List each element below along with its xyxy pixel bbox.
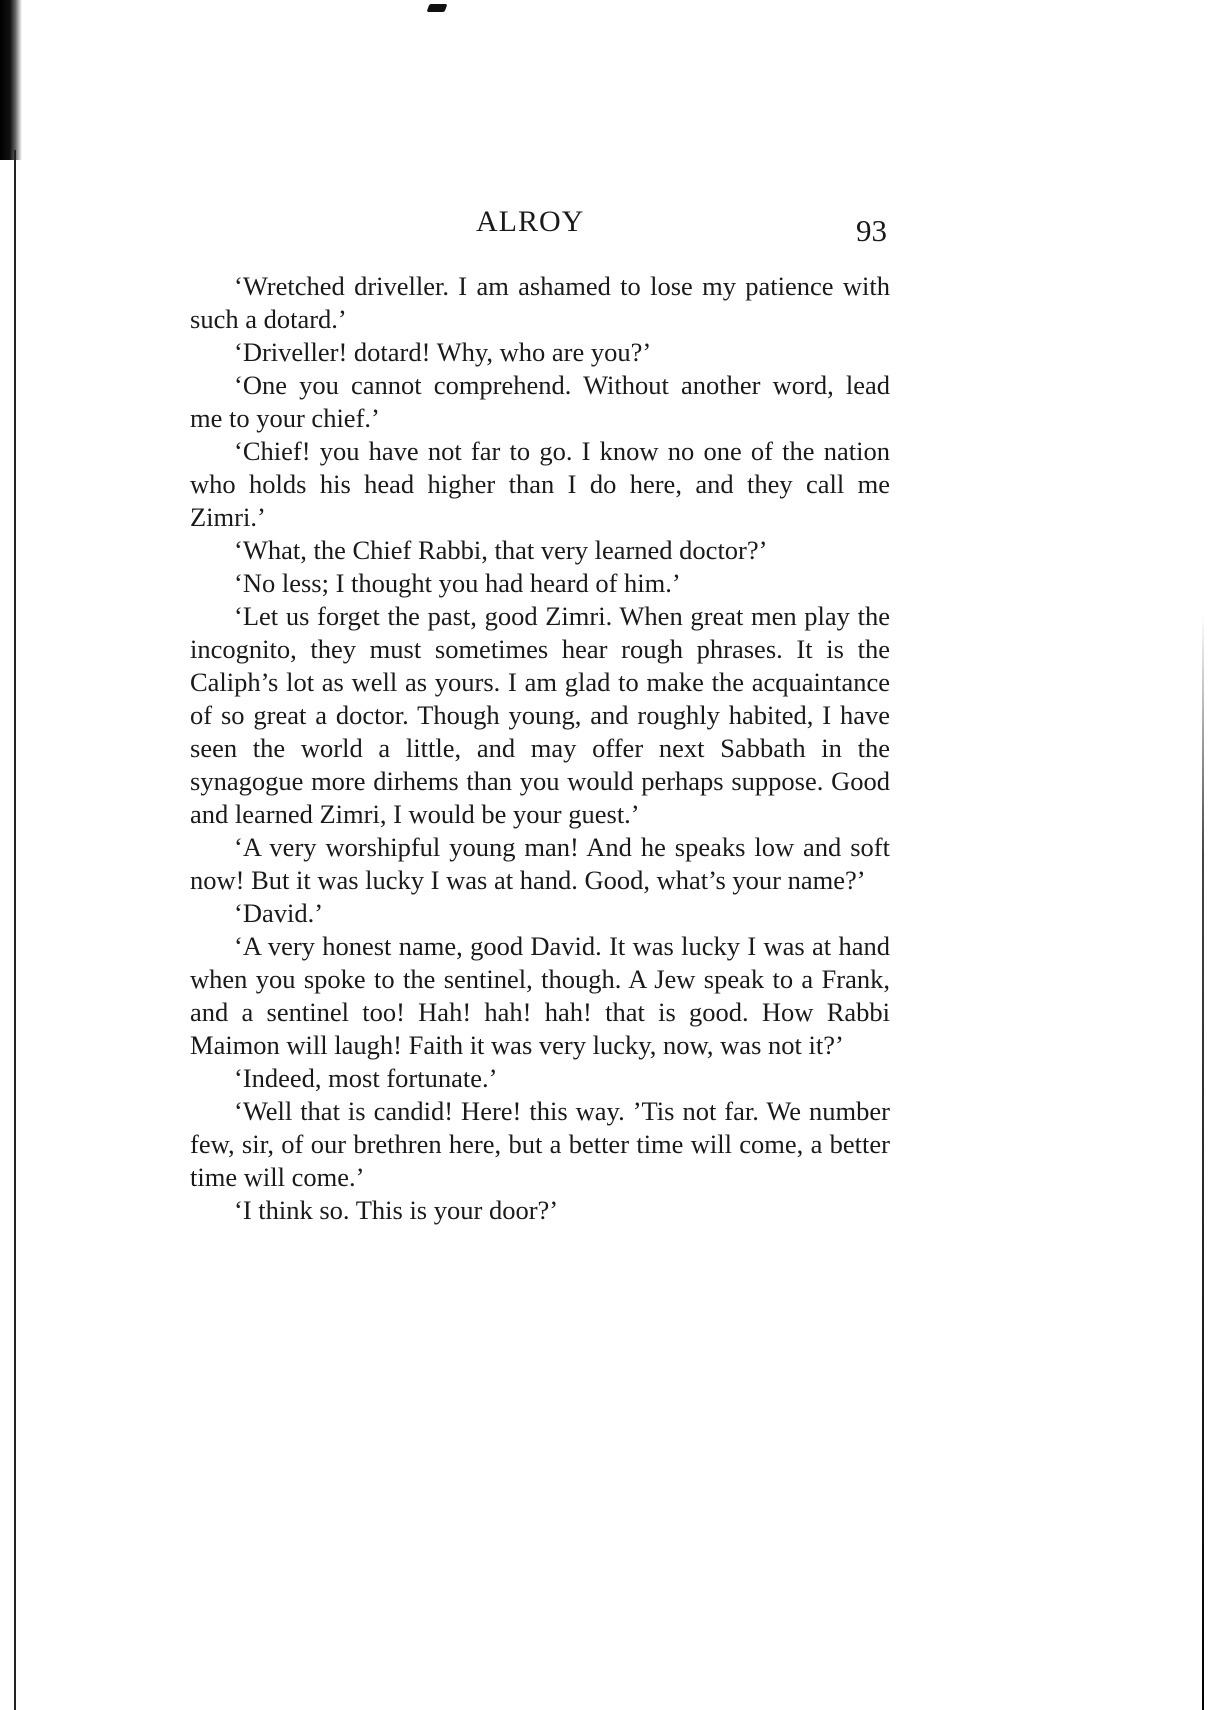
paragraph: ‘I think so. This is your door?’ <box>234 1195 559 1225</box>
scan-edge-right <box>1192 0 1210 1710</box>
paragraph: ‘A very worshipful young man! And he speaks low and soft now! But it was lucky I was at hand. Good, what’s your name?’ <box>190 832 890 895</box>
paragraph: ‘Let us forget the past, good Zimri. When great men play the incognito, they must sometimes hear rough phrases. It is the Caliph’s lot as well as yours. I am glad to make the acquaintance of so great a doctor. Though young, and roughly habited, I have seen the world a little, and may offer next Sabbath in the synagogue more dirhems than you would perhaps suppose. Good and learned Zimri, I would be your guest.’ <box>190 601 890 829</box>
running-title: ALROY <box>476 205 585 238</box>
page-edge-line <box>14 150 16 1710</box>
paragraph: ‘David.’ <box>234 898 324 928</box>
page-edge-line-right <box>1202 0 1204 1710</box>
paragraph: ‘Indeed, most fortunate.’ <box>234 1063 498 1093</box>
paragraph: ‘Driveller! dotard! Why, who are you?’ <box>234 337 652 367</box>
paragraph: ‘Wretched driveller. I am ashamed to lose my patience with such a dotard.’ <box>190 271 890 334</box>
paragraph: ‘One you cannot comprehend. Without another word, lead me to your chief.’ <box>190 370 890 433</box>
paragraph: ‘Well that is candid! Here! this way. ’Tis not far. We number few, sir, of our brethren here, but a better time will come, a better time will come.’ <box>190 1096 890 1192</box>
paragraph: ‘What, the Chief Rabbi, that very learned doctor?’ <box>234 535 768 565</box>
paragraph: ‘A very honest name, good David. It was lucky I was at hand when you spoke to the sentinel, though. A Jew speak to a Frank, and a sentinel too! Hah! hah! hah! that is good. How Rabbi Maimon will laugh! Faith it was very lucky, now, was not it?’ <box>190 931 890 1060</box>
body-text <box>190 270 890 1227</box>
paragraph: ‘No less; I thought you had heard of him.’ <box>234 568 681 598</box>
binding-shadow <box>0 0 22 160</box>
page-number: 93 <box>856 213 887 248</box>
scan-mark <box>427 4 448 12</box>
scan-edge-left <box>0 0 22 1710</box>
page-header <box>0 205 1210 255</box>
paragraph: ‘Chief! you have not far to go. I know no one of the nation who holds his head higher than I do here, and they call me Zimri.’ <box>190 436 890 532</box>
